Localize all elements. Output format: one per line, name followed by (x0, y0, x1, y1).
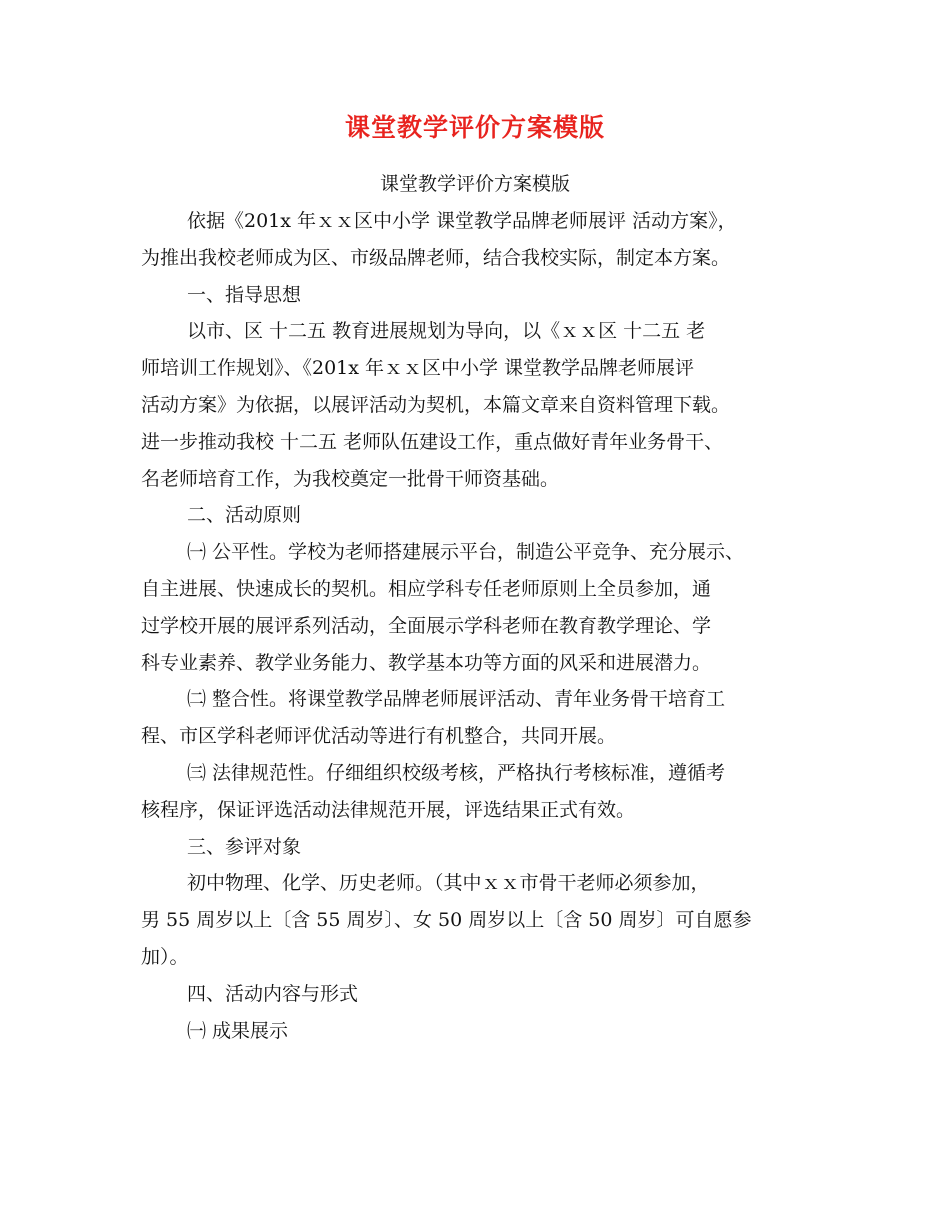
paragraph-line: ㈠ 成果展示 (187, 1019, 289, 1042)
paragraph-line: 男 55 周岁以上〔含 55 周岁〕、女 50 周岁以上〔含 50 周岁〕可自愿参 (141, 909, 752, 932)
document-body (141, 203, 813, 1049)
paragraph-line: 三、参评对象 (187, 835, 302, 858)
document-subtitle: 课堂教学评价方案模版 (379, 173, 570, 195)
paragraph-line: 二、活动原则 (187, 504, 302, 527)
paragraph-line: 为推出我校老师成为区、市级品牌老师，结合我校实际，制定本方案。 (141, 246, 731, 269)
paragraph-line: 依据《201x 年ｘｘ区中小学 课堂教学品牌老师展评 活动方案》， (187, 210, 737, 232)
paragraph-line: 活动方案》为依据，以展评活动为契机，本篇文章来自资料管理下载。 (141, 393, 731, 416)
paragraph-line: 以市、区 十二五 教育进展规划为导向，以《ｘｘ区 十二五 老 (187, 320, 706, 343)
paragraph-line: 加）。 (141, 945, 189, 968)
paragraph-line: 科专业素养、教学业务能力、教学基本功等方面的风采和进展潜力。 (141, 651, 712, 674)
paragraph-line: ㈠ 公平性。学校为老师搭建展示平台，制造公平竞争、充分展示、 (187, 541, 745, 564)
paragraph-line: 初中物理、化学、历史老师。（其中ｘｘ市骨干老师必须参加， (187, 872, 710, 895)
paragraph-line: 进一步推动我校 十二五 老师队伍建设工作，重点做好青年业务骨干、 (141, 430, 724, 453)
paragraph-line: 程、市区学科老师评优活动等进行有机整合，共同开展。 (141, 725, 617, 748)
paragraph-line: 过学校开展的展评系列活动，全面展示学科老师在教育教学理论、学 (141, 614, 712, 637)
paragraph-line: 自主进展、快速成长的契机。相应学科专任老师原则上全员参加，通 (141, 577, 712, 600)
paragraph-line: ㈢ 法律规范性。仔细组织校级考核，严格执行考核标准，遵循考 (187, 761, 726, 784)
paragraph-line: ㈡ 整合性。将课堂教学品牌老师展评活动、青年业务骨干培育工 (187, 688, 726, 711)
paragraph-line: 一、指导思想 (187, 283, 302, 306)
paragraph-line: 师培训工作规划》、《201x 年ｘｘ区中小学 课堂教学品牌老师展评 (141, 357, 695, 380)
paragraph-line: 核程序，保证评选活动法律规范开展，评选结果正式有效。 (141, 798, 636, 821)
paragraph-line: 四、活动内容与形式 (187, 982, 359, 1005)
paragraph-line: 名老师培育工作，为我校奠定一批骨干师资基础。 (141, 467, 560, 490)
document-title: 课堂教学评价方案模版 (344, 113, 605, 142)
